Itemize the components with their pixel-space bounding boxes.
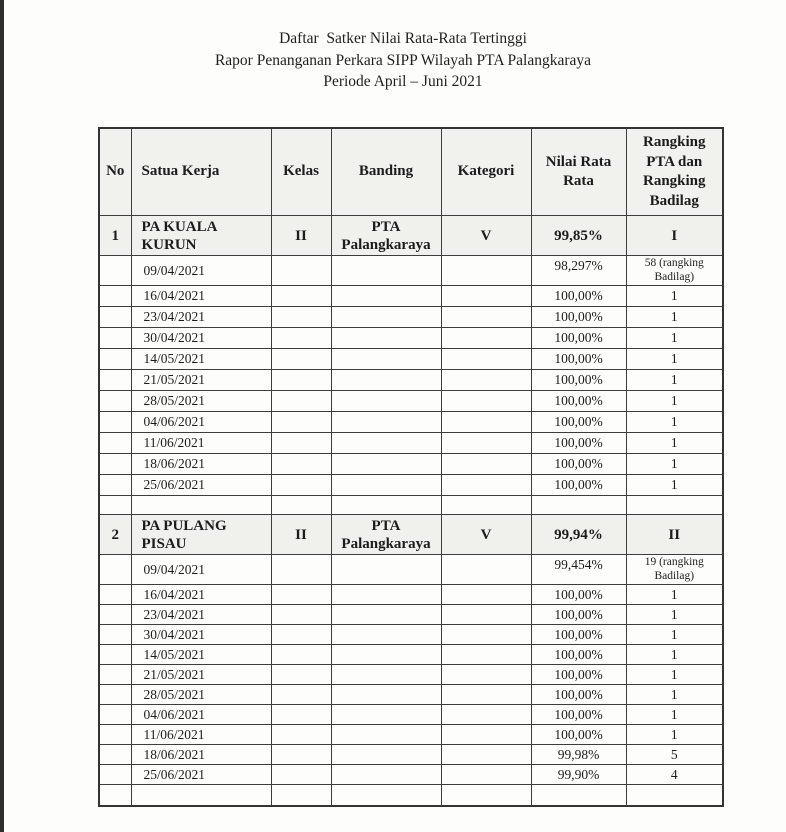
- cell-rangking: 1: [626, 475, 723, 496]
- cell-kategori: V: [441, 216, 531, 256]
- cell-nilai: 99,85%: [531, 216, 626, 256]
- cell-rangking: 1: [626, 625, 723, 645]
- table-row: [99, 286, 723, 307]
- table-row: [99, 370, 723, 391]
- cell-rangking: 1: [626, 433, 723, 454]
- cell-nilai: 100,00%: [531, 328, 626, 349]
- table-row: [99, 625, 723, 645]
- cell-rangking: 1: [626, 645, 723, 665]
- cell-nilai: 100,00%: [531, 685, 626, 705]
- table-header-row: [99, 128, 723, 216]
- cell-nilai: 100,00%: [531, 625, 626, 645]
- table-row: [99, 745, 723, 765]
- cell-rangking: II: [626, 515, 723, 555]
- cell-date: 04/06/2021: [131, 412, 271, 433]
- cell-nilai: 98,297%: [531, 256, 626, 286]
- cell-nilai: 100,00%: [531, 665, 626, 685]
- group-summary-row: [99, 515, 723, 555]
- cell-rangking: 1: [626, 705, 723, 725]
- cell-date: 16/04/2021: [131, 286, 271, 307]
- cell-rangking: 1: [626, 685, 723, 705]
- table-row: [99, 256, 723, 286]
- cell-date: 30/04/2021: [131, 328, 271, 349]
- cell-rangking: 1: [626, 725, 723, 745]
- cell-nilai: 100,00%: [531, 412, 626, 433]
- cell-satker: PA PULANG PISAU: [131, 515, 271, 555]
- table-row: [99, 391, 723, 412]
- cell-nilai: 99,454%: [531, 555, 626, 585]
- table-row: [99, 585, 723, 605]
- cell-no: 1: [99, 216, 131, 256]
- cell-rangking: 1: [626, 585, 723, 605]
- cell-rangking: 1: [626, 307, 723, 328]
- cell-rangking: 5: [626, 745, 723, 765]
- cell-date: 30/04/2021: [131, 625, 271, 645]
- cell-date: 14/05/2021: [131, 349, 271, 370]
- column-header-rangking: Rangking PTA dan Rangking Badilag: [626, 128, 723, 216]
- cell-rangking: 58 (rangking Badilag): [626, 256, 723, 286]
- satker-ranking-table: [98, 127, 724, 807]
- cell-date: 21/05/2021: [131, 370, 271, 391]
- table-row: [99, 349, 723, 370]
- group-summary-row: [99, 216, 723, 256]
- cell-date: 21/05/2021: [131, 665, 271, 685]
- cell-date: 16/04/2021: [131, 585, 271, 605]
- table-row: [99, 645, 723, 665]
- cell-date: 11/06/2021: [131, 433, 271, 454]
- cell-rangking: 19 (rangking Badilag): [626, 555, 723, 585]
- table-row: [99, 685, 723, 705]
- cell-nilai: 100,00%: [531, 433, 626, 454]
- cell-nilai: 99,98%: [531, 745, 626, 765]
- cell-nilai: 100,00%: [531, 391, 626, 412]
- column-header-satua-kerja: Satua Kerja: [131, 128, 271, 216]
- cell-no: 2: [99, 515, 131, 555]
- cell-nilai: 99,94%: [531, 515, 626, 555]
- cell-rangking: 1: [626, 370, 723, 391]
- cell-banding: PTA Palangkaraya: [331, 216, 441, 256]
- cell-date: 09/04/2021: [131, 555, 271, 585]
- cell-rangking: 1: [626, 328, 723, 349]
- cell-nilai: 100,00%: [531, 454, 626, 475]
- cell-kelas: II: [271, 515, 331, 555]
- title-line-3: Periode April – Juni 2021: [323, 73, 483, 90]
- cell-date: 09/04/2021: [131, 256, 271, 286]
- table-row: [99, 555, 723, 585]
- table-row: [99, 605, 723, 625]
- cell-nilai: 99,90%: [531, 765, 626, 785]
- table-row: [99, 454, 723, 475]
- empty-trailing-row: [99, 785, 723, 806]
- cell-rangking: 1: [626, 391, 723, 412]
- column-header-kelas: Kelas: [271, 128, 331, 216]
- table-row: [99, 665, 723, 685]
- cell-date: 18/06/2021: [131, 745, 271, 765]
- cell-nilai: 100,00%: [531, 705, 626, 725]
- cell-rangking: 1: [626, 412, 723, 433]
- title-line-1: Daftar Satker Nilai Rata-Rata Tertinggi: [279, 30, 527, 47]
- cell-nilai: 100,00%: [531, 585, 626, 605]
- cell-nilai: 100,00%: [531, 286, 626, 307]
- cell-date: 11/06/2021: [131, 725, 271, 745]
- cell-satker: PA KUALA KURUN: [131, 216, 271, 256]
- table-row: [99, 412, 723, 433]
- cell-nilai: 100,00%: [531, 605, 626, 625]
- cell-kelas: II: [271, 216, 331, 256]
- cell-nilai: 100,00%: [531, 725, 626, 745]
- table-row: [99, 433, 723, 454]
- table-row: [99, 765, 723, 785]
- cell-rangking: 1: [626, 349, 723, 370]
- cell-rangking: 4: [626, 765, 723, 785]
- cell-nilai: 100,00%: [531, 307, 626, 328]
- cell-date: 23/04/2021: [131, 605, 271, 625]
- cell-date: 28/05/2021: [131, 685, 271, 705]
- table-row: [99, 328, 723, 349]
- cell-nilai: 100,00%: [531, 645, 626, 665]
- table-row: [99, 475, 723, 496]
- column-header-kategori: Kategori: [441, 128, 531, 216]
- cell-date: 18/06/2021: [131, 454, 271, 475]
- cell-date: 04/06/2021: [131, 705, 271, 725]
- cell-rangking: 1: [626, 286, 723, 307]
- cell-rangking: 1: [626, 665, 723, 685]
- column-header-no: No: [99, 128, 131, 216]
- cell-banding: PTA Palangkaraya: [331, 515, 441, 555]
- column-header-banding: Banding: [331, 128, 441, 216]
- cell-date: 14/05/2021: [131, 645, 271, 665]
- column-header-nilai-rata-rata: Nilai Rata Rata: [531, 128, 626, 216]
- cell-nilai: 100,00%: [531, 370, 626, 391]
- separator-row: [99, 496, 723, 515]
- cell-nilai: 100,00%: [531, 475, 626, 496]
- document-title: [20, 28, 786, 93]
- cell-kategori: V: [441, 515, 531, 555]
- cell-rangking: 1: [626, 605, 723, 625]
- cell-rangking: 1: [626, 454, 723, 475]
- cell-date: 28/05/2021: [131, 391, 271, 412]
- table-row: [99, 705, 723, 725]
- cell-nilai: 100,00%: [531, 349, 626, 370]
- cell-date: 25/06/2021: [131, 475, 271, 496]
- cell-date: 23/04/2021: [131, 307, 271, 328]
- title-line-2: Rapor Penanganan Perkara SIPP Wilayah PTA Palangkaraya: [214, 51, 592, 69]
- cell-rangking: I: [626, 216, 723, 256]
- table-row: [99, 307, 723, 328]
- cell-date: 25/06/2021: [131, 765, 271, 785]
- scanner-edge-strip: [0, 0, 4, 832]
- table-row: [99, 725, 723, 745]
